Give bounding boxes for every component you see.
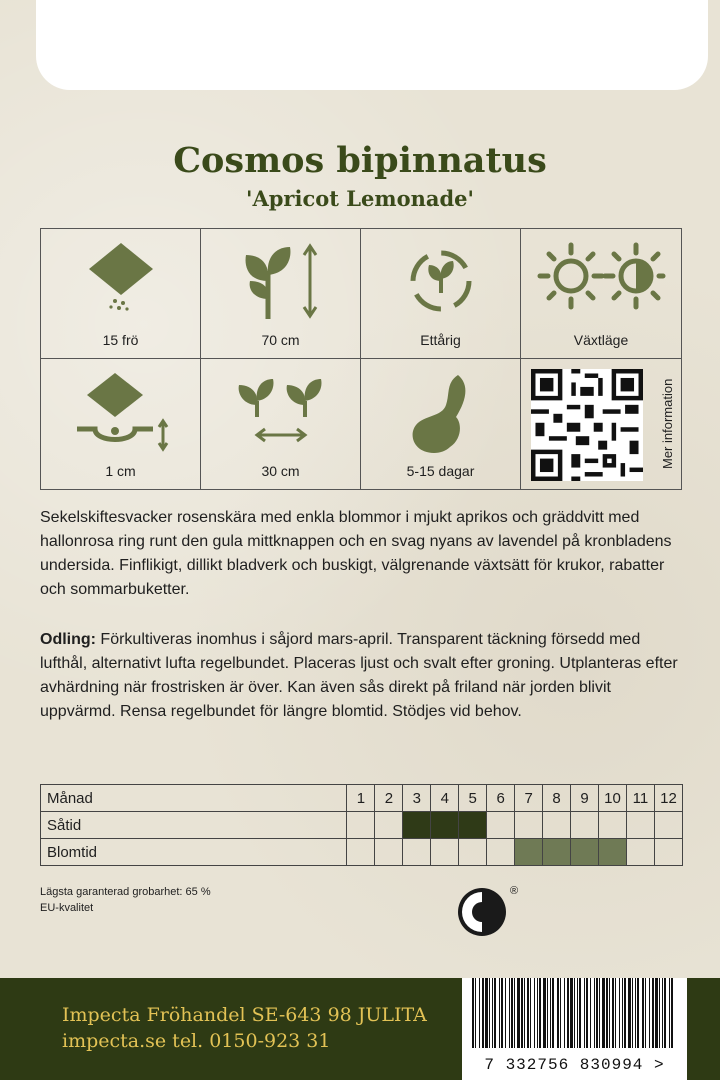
sowing-month-6 (487, 812, 515, 839)
quality-notes (40, 884, 211, 916)
bloom-month-1 (347, 839, 375, 866)
barcode-number: 7 332756 830994 > (484, 1056, 665, 1074)
month-3: 3 (403, 785, 431, 812)
month-4: 4 (431, 785, 459, 812)
spacing-cell (201, 359, 361, 489)
seed-count-cell (41, 229, 201, 359)
qr-code-icon[interactable] (531, 369, 643, 481)
seed-packet-icon (81, 241, 161, 316)
spacing-label: 30 cm (261, 463, 300, 479)
plant-spacing-icon (231, 371, 331, 451)
depth-label: 1 cm (105, 463, 136, 479)
qr-cell (521, 359, 681, 489)
month-9: 9 (571, 785, 599, 812)
cultivation-heading: Odling: (40, 631, 96, 648)
sowing-month-1 (347, 812, 375, 839)
company-address: Impecta Fröhandel SE-643 98 JULITA (62, 1004, 427, 1026)
recycling-green-dot-icon (456, 882, 520, 942)
sowing-month-11 (626, 812, 654, 839)
month-2: 2 (375, 785, 403, 812)
variety-name: 'Apricot Lemonade' (246, 186, 474, 211)
species-title: Cosmos bipinnatus (173, 140, 547, 181)
sowing-calendar (40, 784, 683, 866)
sowing-month-5 (459, 812, 487, 839)
company-contact: impecta.se tel. 0150-923 31 (62, 1030, 331, 1052)
more-info-label: Mer information (660, 378, 675, 470)
bloom-row-label: Blomtid (41, 839, 347, 866)
cultivation-text (40, 628, 682, 724)
germination-icon (406, 371, 476, 456)
month-8: 8 (543, 785, 571, 812)
plant-height-icon (236, 241, 326, 321)
month-12: 12 (654, 785, 682, 812)
sowing-month-9 (571, 812, 599, 839)
bloom-month-2 (375, 839, 403, 866)
month-10: 10 (599, 785, 627, 812)
bloom-month-3 (403, 839, 431, 866)
month-5: 5 (459, 785, 487, 812)
bloom-month-8 (543, 839, 571, 866)
seed-count-label: 15 frö (102, 332, 139, 348)
barcode-bars-icon (468, 978, 680, 1048)
info-icon-grid (40, 228, 682, 490)
month-1: 1 (347, 785, 375, 812)
sowing-month-7 (515, 812, 543, 839)
month-7: 7 (515, 785, 543, 812)
depth-cell (41, 359, 201, 489)
bloom-month-9 (571, 839, 599, 866)
annual-cycle-icon (401, 241, 481, 321)
ean-barcode (462, 978, 687, 1080)
germination-cell (361, 359, 521, 489)
lifecycle-cell (361, 229, 521, 359)
description-text: Sekelskiftesvacker rosenskära med enkla blommor i mjukt aprikos och gräddvitt med hallonrosa ring runt den gula mittknappen och en svag nyans av lavendel på kronbladens undersida. Finflikigt, dillikt bladverk och buskigt, välgrenande växtsätt för krukor, rabatter och sommarbuketter. (40, 509, 672, 598)
location-cell (521, 229, 681, 359)
bloom-month-6 (487, 839, 515, 866)
sowing-month-3 (403, 812, 431, 839)
cultivation-body: Förkultiveras inomhus i såjord mars-april. Transparent täckning försedd med lufthål, alternativt lufta regelbundet. Placeras ljust och svalt efter groning. Utplanteras efter avhärdning när frostrisken är över. Kan även sås direkt på friland när jorden blivit uppvärmd. Rensa regelbundet för längre blomtid. Stödjes vid behov. (40, 631, 678, 720)
sowing-month-10 (599, 812, 627, 839)
location-label: Växtläge (573, 332, 629, 348)
bloom-month-10 (599, 839, 627, 866)
month-row (41, 785, 683, 812)
bloom-row (41, 839, 683, 866)
svg-text:®: ® (510, 885, 519, 897)
eu-quality: EU-kvalitet (40, 902, 94, 914)
sowing-month-8 (543, 812, 571, 839)
germination-label: 5-15 dagar (406, 463, 475, 479)
height-label: 70 cm (261, 332, 300, 348)
bloom-month-7 (515, 839, 543, 866)
hang-hole-cutout (36, 0, 708, 90)
sowing-month-2 (375, 812, 403, 839)
germination-guarantee: Lägsta garanterad grobarhet: 65 % (40, 886, 211, 898)
month-row-label: Månad (41, 785, 347, 812)
month-11: 11 (626, 785, 654, 812)
bloom-month-4 (431, 839, 459, 866)
sowing-row (41, 812, 683, 839)
sun-halfshade-icon (536, 241, 666, 311)
bloom-month-12 (654, 839, 682, 866)
sowing-month-12 (654, 812, 682, 839)
height-cell (201, 229, 361, 359)
bloom-month-11 (626, 839, 654, 866)
sowing-month-4 (431, 812, 459, 839)
lifecycle-label: Ettårig (420, 332, 461, 348)
bloom-month-5 (459, 839, 487, 866)
month-6: 6 (487, 785, 515, 812)
sowing-depth-icon (71, 371, 171, 456)
sowing-row-label: Såtid (41, 812, 347, 839)
